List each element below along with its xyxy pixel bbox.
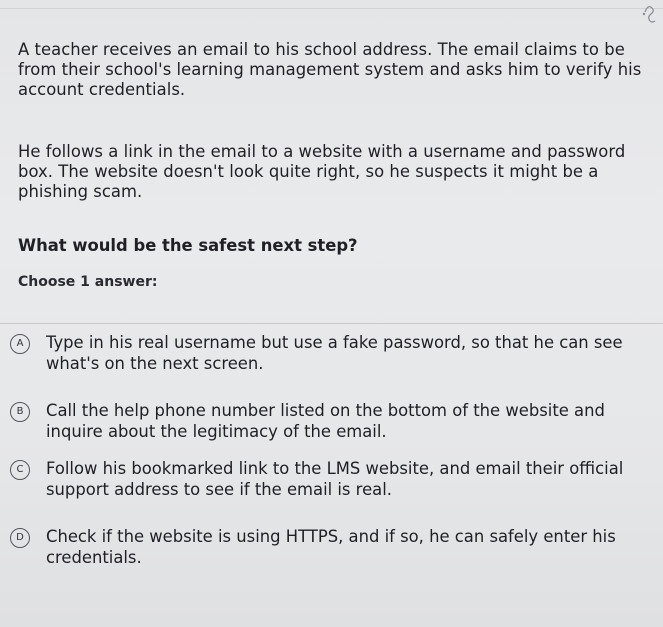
option-letter-b: B [10, 402, 30, 422]
choose-instructions: Choose 1 answer: [18, 274, 158, 290]
option-letter-c: C [10, 460, 30, 480]
question-paragraph-1: A teacher receives an email to his school address. The email claims to be from their school's learning management system and asks him to verify his account credentials. [18, 40, 642, 99]
options-divider [0, 323, 663, 324]
scratchpad-icon[interactable] [641, 2, 657, 24]
option-text-c: Follow his bookmarked link to the LMS website, and email their official support address to see if the email is real. [46, 459, 624, 499]
top-divider [0, 8, 663, 9]
option-letter-d: D [10, 528, 30, 548]
option-text-d: Check if the website is using HTTPS, and if so, he can safely enter his credentials. [46, 527, 616, 567]
option-text-a: Type in his real username but use a fake password, so that he can see what's on the next screen. [46, 333, 623, 373]
option-text-b: Call the help phone number listed on the bottom of the website and inquire about the legitimacy of the email. [46, 401, 605, 441]
question-paragraph-2: He follows a link in the email to a website with a username and password box. The website doesn't look quite right, so he suspects it might be a phishing scam. [18, 142, 626, 201]
option-letter-a: A [10, 334, 30, 354]
question-prompt: What would be the safest next step? [18, 236, 358, 255]
